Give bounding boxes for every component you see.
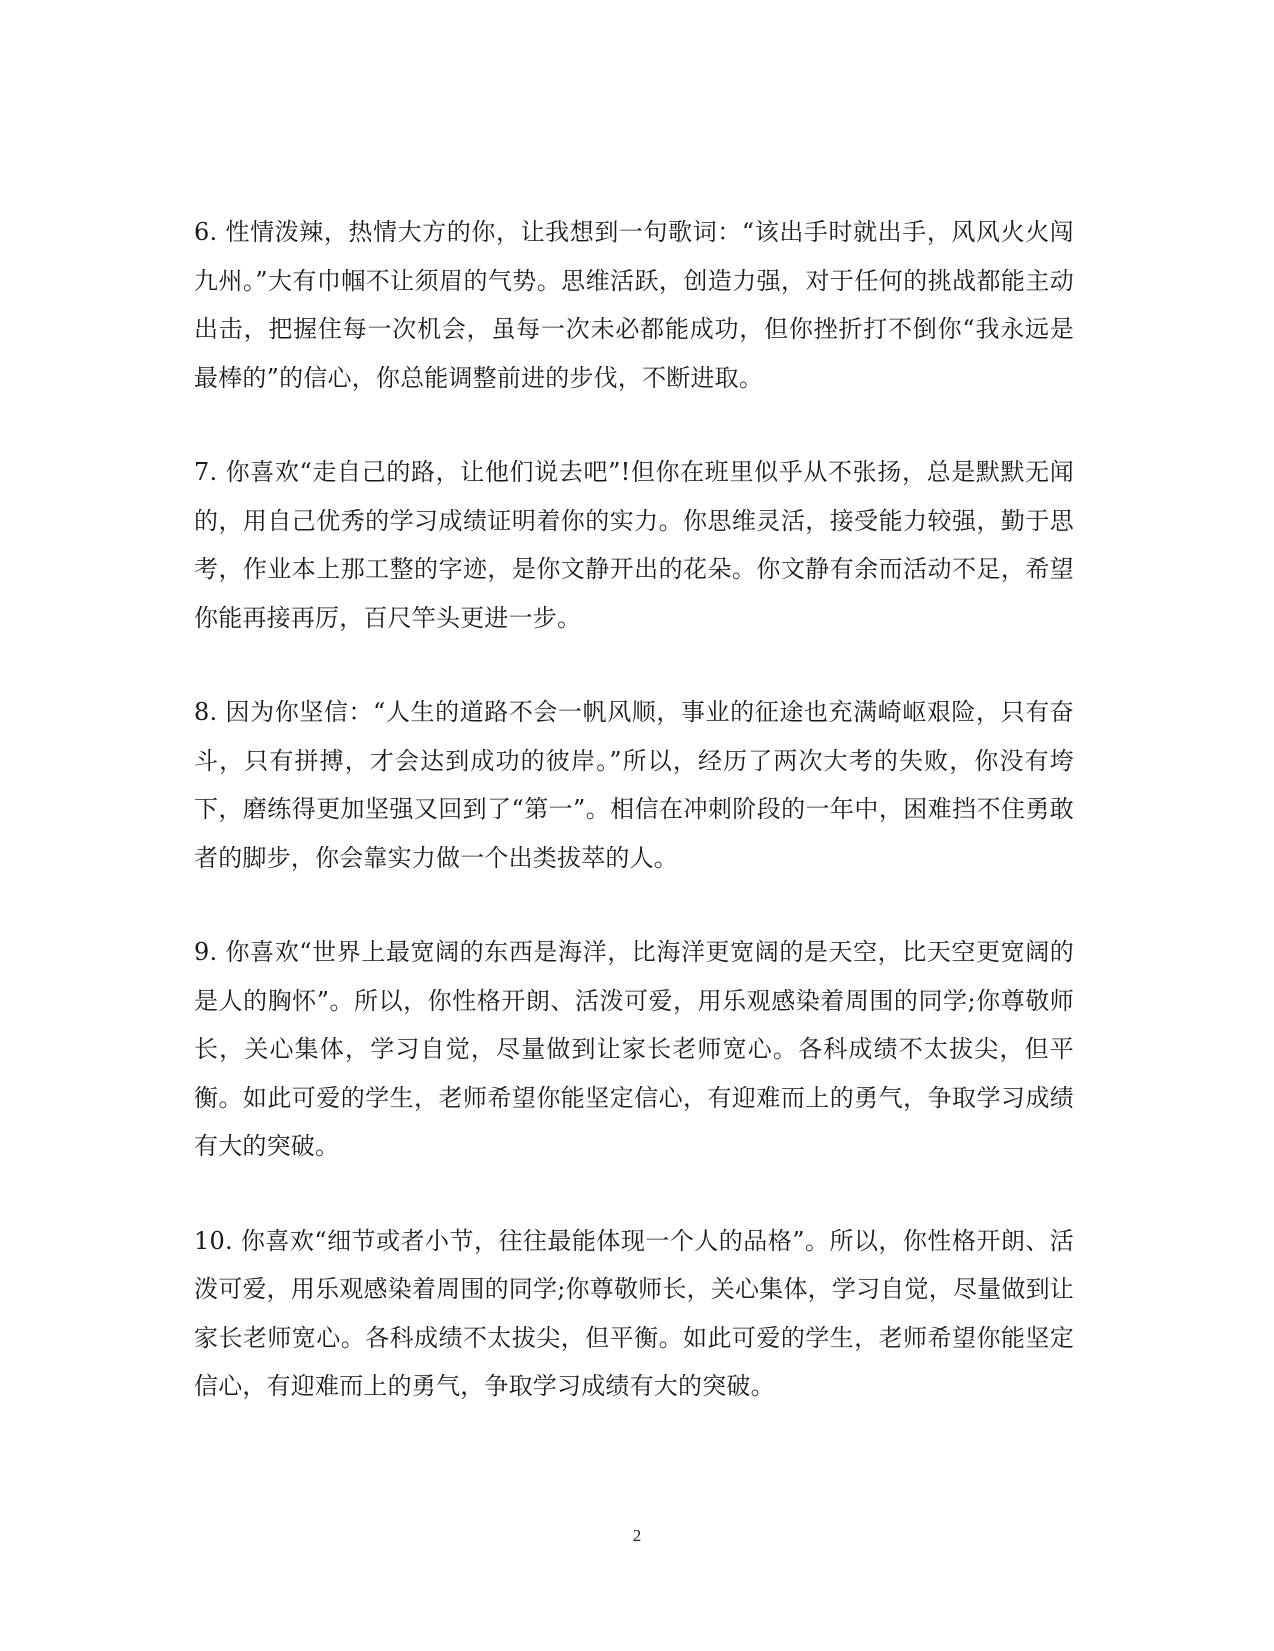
page-number: 2 (632, 1526, 642, 1545)
paragraph-7: 7. 你喜欢“走自己的路，让他们说去吧”!但你在班里似乎从不张扬，总是默默无闻的，用自己优秀的学习成绩证明着你的实力。你思维灵活，接受能力较强，勤于思考，作业本上那工整的字迹，是你文静开出的花朵。你文静有余而活动不足，希望你能再接再厉，百尺竿头更进一步。 (194, 458, 1074, 632)
paragraph-10: 10. 你喜欢“细节或者小节，往往最能体现一个人的品格”。所以，你性格开朗、活泼可爱，用乐观感染着周围的同学;你尊敬师长，关心集体，学习自觉，尽量做到让家长老师宽心。各科成绩不太拔尖，但平衡。如此可爱的学生，老师希望你能坚定信心，有迎难而上的勇气，争取学习成绩有大的突破。 (194, 1226, 1074, 1400)
paragraph-6: 6. 性情泼辣，热情大方的你，让我想到一句歌词：“该出手时就出手，风风火火闯九州。”大有巾帼不让须眉的气势。思维活跃，创造力强，对于任何的挑战都能主动出击，把握住每一次机会，虽每一次未必都能成功，但你挫折打不倒你“我永远是最棒的”的信心，你总能调整前进的步伐，不断进取。 (194, 218, 1074, 392)
document-body (194, 208, 1074, 1457)
paragraph-8: 8. 因为你坚信：“人生的道路不会一帆风顺，事业的征途也充满崎岖艰险，只有奋斗，只有拼搏，才会达到成功的彼岸。”所以，经历了两次大考的失败，你没有垮下，磨练得更加坚强又回到了“第一”。相信在冲刺阶段的一年中，困难挡不住勇敢者的脚步，你会靠实力做一个出类拔萃的人。 (194, 698, 1074, 872)
paragraph-9: 9. 你喜欢“世界上最宽阔的东西是海洋，比海洋更宽阔的是天空，比天空更宽阔的是人的胸怀”。所以，你性格开朗、活泼可爱，用乐观感染着周围的同学;你尊敬师长，关心集体，学习自觉，尽量做到让家长老师宽心。各科成绩不太拔尖，但平衡。如此可爱的学生，老师希望你能坚定信心，有迎难而上的勇气，争取学习成绩有大的突破。 (194, 938, 1074, 1160)
